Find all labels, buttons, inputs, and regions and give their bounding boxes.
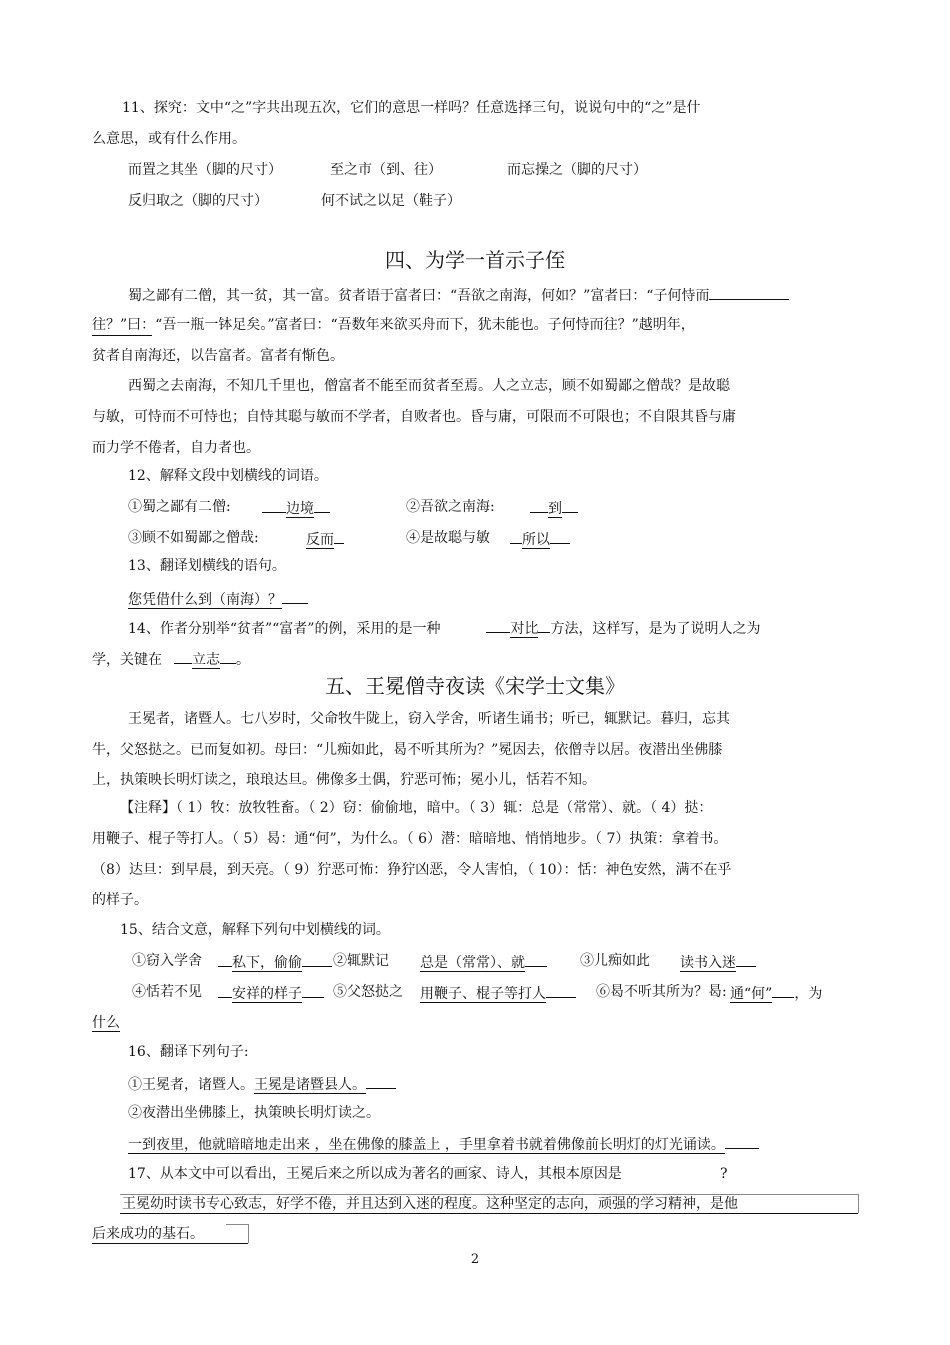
section4-p1-line1: 蜀之鄙有二僧，其一贫，其一富。贫者语于富者曰：“吾欲之南海，何如？”富者曰：“子何恃而: [128, 284, 789, 306]
q12-c-answer: 反而: [306, 528, 344, 550]
section5-notes-line2: 用鞭子、棍子等打人。（ 5）曷：通“何”，为什么。（ 6）潜：暗暗地、悄悄地步。（ 7）执策：拿着书。: [92, 831, 728, 847]
q12-d-label: ④是故聪与敏: [406, 530, 490, 546]
q17-mark: ?: [720, 1166, 728, 1182]
q17-answer-line2: 后来成功的基石。: [92, 1226, 204, 1242]
q15-answer-2: 总是（常常）、就: [420, 951, 547, 973]
section5-passage-line1: 王冕者，诸暨人。七八岁时，父命牧牛陇上，窃入学舍，听诸生诵书；听已，辄默记。暮归，忘其: [128, 711, 730, 727]
q12-d-answer: 所以: [510, 528, 570, 550]
answer-underline-1: [120, 1213, 858, 1214]
q15-item-1: ①窃入学舍: [132, 953, 202, 969]
q11-item-1: 而置之其坐（脚的尺寸）: [128, 162, 282, 178]
page-number: 2: [470, 1252, 480, 1267]
q15-item-3: ③儿痴如此: [580, 953, 650, 969]
q16-prompt: 16、翻译下列句子:: [128, 1044, 249, 1060]
q15-item-5: ⑤父怒挞之: [333, 984, 403, 1000]
q11-item-5: 何不试之以足（鞋子）: [321, 193, 461, 209]
section5-passage-line3: 上，执策映长明灯读之，琅琅达旦。佛像多土偶，狞恶可怖；冕小儿，恬若不知。: [92, 772, 596, 788]
section5-notes-line3: （8）达旦：到早晨，到天亮。（ 9）狞恶可怖：狰狞凶恶，令人害怕，（ 10）：恬：神色安然，满不在乎: [92, 862, 732, 878]
q15-answer-6: 通“何” ，为: [730, 982, 822, 1004]
q12-a-label: ①蜀之鄙有二僧:: [128, 499, 231, 515]
section4-p1-line3: 贫者自南海还，以告富者。富者有惭色。: [92, 348, 344, 364]
q12-b-answer: 到: [530, 497, 578, 519]
q14-line2: 学，关键在 立志 。: [92, 648, 250, 670]
q16-sentence-2: ②夜潜出坐佛膝上，执策映长明灯读之。: [128, 1105, 380, 1121]
q15-answer-1: 私下，偷偷: [218, 951, 332, 973]
q15-answer-5: 用鞭子、棍子等打人: [420, 982, 576, 1004]
q15-prompt: 15、结合文意，解释下列句中划横线的词。: [120, 922, 390, 938]
section4-p1-line2: 往？”曰：“吾一瓶一钵足矣。”富者曰：“吾数年来欲买舟而下，犹未能也。子何恃而往？”越明年，: [92, 317, 695, 333]
q11-item-3: 而忘操之（脚的尺寸）: [507, 162, 647, 178]
q15-answer-6-cont: 什么: [92, 1015, 120, 1031]
q16-answer-2: 一到夜里，他就暗暗地走出来 ，坐在佛像的膝盖上 ，手里拿着书就着佛像前长明灯的灯光诵读。: [128, 1133, 759, 1155]
underline-mark: [92, 335, 152, 336]
q11-item-4: 反归取之（脚的尺寸）: [128, 193, 268, 209]
section4-p2-line2: 与敏，可恃而不可恃也；自恃其聪与敏而不学者，自败者也。昏与庸，可限而不可限也；不自限其昏与庸: [92, 409, 736, 425]
q12-c-label: ③顾不如蜀鄙之僧哉:: [128, 530, 259, 546]
q17-answer-line1: 王冕幼时读书专心致志，好学不倦，并且达到入迷的程度。这种坚定的志向，顽强的学习精神，是他: [122, 1196, 738, 1212]
q11-line2: 么意思，或有什么作用。: [92, 131, 246, 147]
section4-p2-line1: 西蜀之去南海，不知几千里也，僧富者不能至而贫者至焉。人之立志，顾不如蜀鄙之僧哉？是故聪: [128, 378, 730, 394]
q13-answer: 您凭借什么到（南海）？: [128, 588, 308, 610]
q12-b-label: ②吾欲之南海:: [406, 499, 495, 515]
q15-answer-3: 读书入迷: [680, 951, 756, 973]
q13-prompt: 13、翻译划横线的语句。: [128, 558, 286, 574]
answer-underline-2: [92, 1243, 248, 1244]
answer-box-end: [226, 1224, 249, 1243]
q14-line1: 14、作者分别举“贫者”“富者”的例，采用的是一种 对比 方法，这样写，是为了说明人之为: [128, 617, 760, 639]
section5-notes-line1: 【注释】（ 1）牧：放牧牲畜。（ 2）窃：偷偷地，暗中。（ 3）辄：总是（常常）、就。（ 4）挞：: [120, 800, 713, 816]
q15-item-4: ④恬若不见: [132, 984, 202, 1000]
section4-p2-line3: 而力学不倦者，自力者也。: [92, 440, 260, 456]
q11-line1: 11、探究：文中“之”字共出现五次，它们的意思一样吗？任意选择三句，说说句中的“之”是什: [122, 100, 701, 116]
section5-title: 五、王冕僧寺夜读《宋学士文集》: [325, 674, 625, 698]
q15-answer-4: 安祥的样子: [218, 982, 324, 1004]
section5-notes-line4: 的样子。: [92, 892, 148, 908]
q12-a-answer: 边境: [262, 497, 330, 519]
q12-prompt: 12、解释文段中划横线的词语。: [128, 468, 328, 484]
q15-item-6: ⑥曷不听其所为？曷:: [596, 984, 727, 1000]
section5-passage-line2: 牛，父怒挞之。已而复如初。母曰：“儿痴如此，曷不听其所为？”冕因去，依僧寺以居。夜潜出坐佛膝: [92, 742, 723, 758]
q17-prompt: 17、从本文中可以看出，王冕后来之所以成为著名的画家、诗人，其根本原因是: [128, 1166, 622, 1182]
q15-item-2: ②辄默记: [333, 953, 389, 969]
q11-item-2: 至之市（到、往）: [330, 162, 442, 178]
section4-title: 四、为学一首示子侄: [385, 248, 565, 272]
q16-sentence-1: ①王冕者，诸暨人。王冕是诸暨县人。: [128, 1073, 396, 1095]
